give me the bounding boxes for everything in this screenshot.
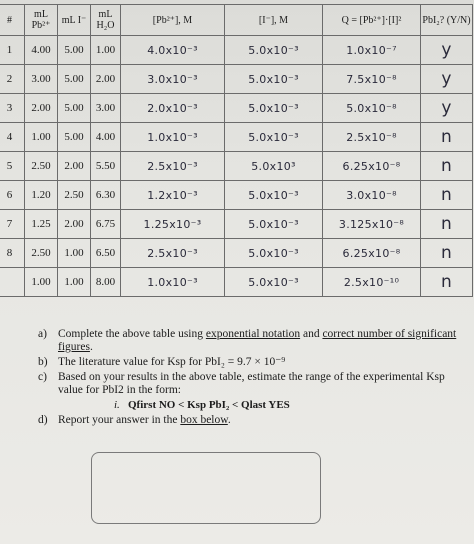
answer-box[interactable] xyxy=(91,452,321,524)
handwritten-cell: 5.0x10⁻³ xyxy=(225,65,323,94)
volume-cell: 2.00 xyxy=(58,210,91,239)
handwritten-cell: 5.0x10⁻³ xyxy=(225,36,323,65)
handwritten-cell: n xyxy=(421,268,473,297)
table-body xyxy=(0,36,473,297)
handwritten-cell: 5.0x10⁻³ xyxy=(225,123,323,152)
table-row xyxy=(0,123,473,152)
volume-cell: 1.00 xyxy=(91,36,121,65)
volume-cell: 8.00 xyxy=(91,268,121,297)
handwritten-cell: 3.0x10⁻³ xyxy=(121,65,225,94)
header-cell: # xyxy=(0,5,25,36)
question-c-subitem xyxy=(114,399,458,412)
row-number-cell: 8 xyxy=(0,239,25,268)
question-c xyxy=(38,371,458,397)
subitem-text: Qfirst NO < Ksp PbI₂ < Qlast YES xyxy=(128,399,290,411)
underlined-text: exponential notation xyxy=(205,328,301,340)
table-row xyxy=(0,239,473,268)
volume-cell: 5.50 xyxy=(91,152,121,181)
header-cell: [I⁻], M xyxy=(225,5,323,36)
handwritten-cell: 2.5x10⁻³ xyxy=(121,152,225,181)
header-cell: mL I⁻ xyxy=(58,5,91,36)
handwritten-cell: n xyxy=(421,181,473,210)
row-number-cell: 7 xyxy=(0,210,25,239)
handwritten-cell: 2.5x10⁻³ xyxy=(121,239,225,268)
handwritten-cell: 3.125x10⁻⁸ xyxy=(323,210,421,239)
volume-cell: 6.30 xyxy=(91,181,121,210)
handwritten-cell: 2.0x10⁻³ xyxy=(121,94,225,123)
handwritten-cell: 5.0x10⁻³ xyxy=(225,181,323,210)
data-table xyxy=(0,4,473,297)
handwritten-cell: 5.0x10⁻³ xyxy=(225,94,323,123)
volume-cell: 2.00 xyxy=(25,94,58,123)
volume-cell: 1.00 xyxy=(58,239,91,268)
handwritten-cell: 5.0x10⁻³ xyxy=(225,210,323,239)
volume-cell: 5.00 xyxy=(58,123,91,152)
handwritten-cell: n xyxy=(421,123,473,152)
handwritten-cell: n xyxy=(421,239,473,268)
volume-cell: 1.00 xyxy=(25,268,58,297)
table-row xyxy=(0,36,473,65)
questions-section xyxy=(38,328,458,429)
row-number-cell: 4 xyxy=(0,123,25,152)
handwritten-cell: 1.0x10⁻⁷ xyxy=(323,36,421,65)
table-row xyxy=(0,65,473,94)
table-row xyxy=(0,181,473,210)
question-text xyxy=(58,328,458,354)
volume-cell: 1.00 xyxy=(58,268,91,297)
handwritten-cell: 6.25x10⁻⁸ xyxy=(323,239,421,268)
handwritten-cell: 5.0x10⁻⁸ xyxy=(323,94,421,123)
question-label: b) xyxy=(38,356,48,368)
row-number-cell: 1 xyxy=(0,36,25,65)
question-b xyxy=(38,356,458,369)
volume-cell: 2.50 xyxy=(25,239,58,268)
handwritten-cell: n xyxy=(421,210,473,239)
handwritten-cell: 2.5x10⁻⁸ xyxy=(323,123,421,152)
question-a xyxy=(38,328,458,354)
handwritten-cell: y xyxy=(421,94,473,123)
question-text: The literature value for Ksp for PbI₂ = 9.7 × 10⁻⁹ xyxy=(58,356,286,368)
handwritten-cell: 4.0x10⁻³ xyxy=(121,36,225,65)
table-row xyxy=(0,152,473,181)
handwritten-cell: 5.0x10³ xyxy=(225,152,323,181)
handwritten-cell: 5.0x10⁻³ xyxy=(225,239,323,268)
header-cell: [Pb²⁺], M xyxy=(121,5,225,36)
volume-cell: 2.50 xyxy=(25,152,58,181)
volume-cell: 6.50 xyxy=(91,239,121,268)
underlined-text: correct number of significant figures xyxy=(58,328,457,353)
question-text xyxy=(58,414,458,427)
question-label: d) xyxy=(38,414,48,426)
table-row xyxy=(0,94,473,123)
handwritten-cell: 5.0x10⁻³ xyxy=(225,268,323,297)
volume-cell: 6.75 xyxy=(91,210,121,239)
header-row xyxy=(0,5,473,36)
volume-cell: 1.25 xyxy=(25,210,58,239)
volume-cell: 4.00 xyxy=(25,36,58,65)
handwritten-cell: 1.25x10⁻³ xyxy=(121,210,225,239)
question-label: a) xyxy=(38,328,47,340)
header-cell: Q = [Pb²⁺]·[I]² xyxy=(323,5,421,36)
handwritten-cell: 2.5x10⁻¹⁰ xyxy=(323,268,421,297)
question-label: c) xyxy=(38,371,47,383)
volume-cell: 1.00 xyxy=(25,123,58,152)
volume-cell: 1.20 xyxy=(25,181,58,210)
question-a-text: Complete the above table using xyxy=(58,328,206,340)
volume-cell: 3.00 xyxy=(91,94,121,123)
question-text: Based on your results in the above table, estimate the range of the experimental Ksp value for PbI2 in the form: xyxy=(58,371,445,396)
table-row xyxy=(0,268,473,297)
volume-cell: 3.00 xyxy=(25,65,58,94)
row-number-cell xyxy=(0,268,25,297)
handwritten-cell: 3.0x10⁻⁸ xyxy=(323,181,421,210)
underlined-text: box below xyxy=(180,414,228,426)
row-number-cell: 3 xyxy=(0,94,25,123)
question-d-text: Report your answer in the xyxy=(58,414,181,426)
table-row xyxy=(0,210,473,239)
handwritten-cell: n xyxy=(421,152,473,181)
handwritten-cell: y xyxy=(421,65,473,94)
row-number-cell: 2 xyxy=(0,65,25,94)
subitem-label: i. xyxy=(114,399,120,411)
header-cell: mL Pb²⁺ xyxy=(25,5,58,36)
question-a-text: and xyxy=(300,328,323,340)
volume-cell: 5.00 xyxy=(58,65,91,94)
volume-cell: 2.00 xyxy=(58,152,91,181)
volume-cell: 5.00 xyxy=(58,94,91,123)
volume-cell: 5.00 xyxy=(58,36,91,65)
header-cell: PbI₂? (Y/N) xyxy=(421,5,473,36)
question-d xyxy=(38,414,458,427)
row-number-cell: 5 xyxy=(0,152,25,181)
volume-cell: 2.50 xyxy=(58,181,91,210)
handwritten-cell: 1.0x10⁻³ xyxy=(121,123,225,152)
row-number-cell: 6 xyxy=(0,181,25,210)
handwritten-cell: 1.2x10⁻³ xyxy=(121,181,225,210)
handwritten-cell: y xyxy=(421,36,473,65)
question-a-text: . xyxy=(89,341,93,353)
volume-cell: 2.00 xyxy=(91,65,121,94)
handwritten-cell: 7.5x10⁻⁸ xyxy=(323,65,421,94)
volume-cell: 4.00 xyxy=(91,123,121,152)
header-cell: mL H₂O xyxy=(91,5,121,36)
handwritten-cell: 6.25x10⁻⁸ xyxy=(323,152,421,181)
question-d-text: . xyxy=(227,414,231,426)
handwritten-cell: 1.0x10⁻³ xyxy=(121,268,225,297)
